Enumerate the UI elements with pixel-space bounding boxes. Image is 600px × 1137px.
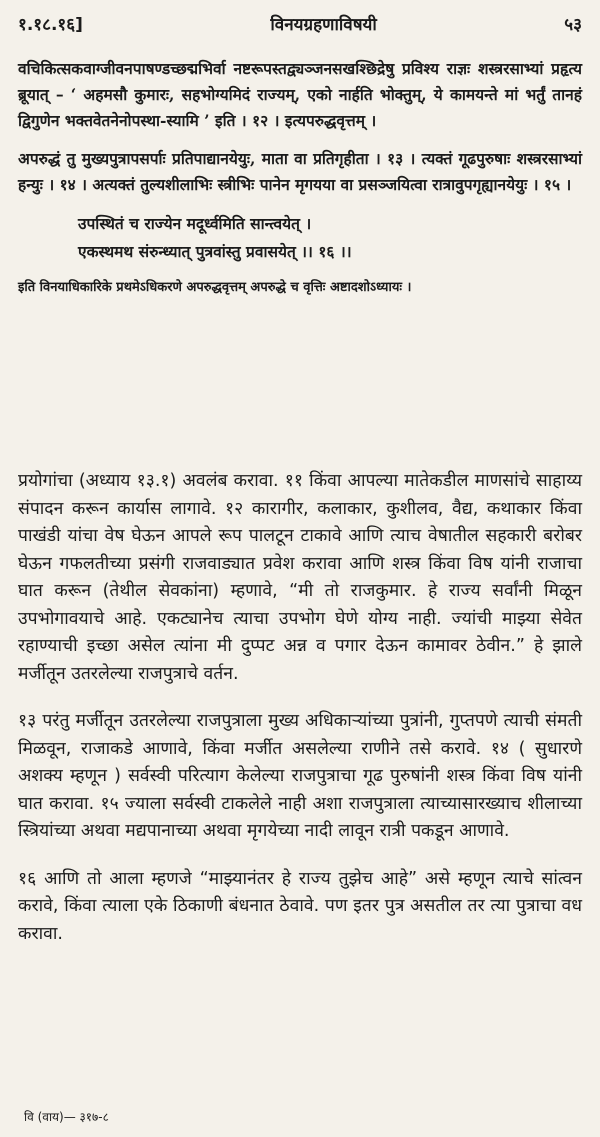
marathi-translation xyxy=(18,468,582,964)
sanskrit-text xyxy=(18,56,582,298)
printer-signature: वि (वाय)— ३१७-८ xyxy=(24,1110,109,1124)
shloka-line-2: एकस्थमथ संरुन्ध्यात् पुत्रवांस्तु प्रवासयेत् ।। १६ ।। xyxy=(78,242,352,261)
page-number: ५३ xyxy=(564,15,582,35)
sanskrit-sutras: अपरुद्धं तु मुख्यपुत्रापसर्पाः प्रतिपाद्यानयेयुः, माता वा प्रतिगृहीता । १३ । त्यक्तं गूढपुरुषाः शस्त्ररसाभ्यां हन्युः । १४ । अत्यक्तं तुल्यशीलाभिः स्त्रीभिः पानेन मृगयया वा प्रसञ्जयित्वा रात्रावुपगृह्यानयेयुः । १५ । xyxy=(18,149,582,194)
chapter-colophon: इति विनयाधिकारिके प्रथमेऽधिकरणे अपरुद्धवृत्तम् अपरुद्धे च वृत्तिः अष्टादशोऽध्यायः । xyxy=(18,280,412,295)
chapter-reference: १.१८.१६] xyxy=(18,15,83,35)
marathi-paragraph-3: १६ आणि तो आला म्हणजे “माझ्यानंतर हे राज्य तुझेच आहे” असे म्हणून त्याचे सांत्वन करावे, किंवा त्याला एके ठिकाणी बंधनात ठेवावे. पण इतर पुत्र असतील तर त्या पुत्राचा वध करावा. xyxy=(18,868,582,944)
shloka-line-1: उपस्थितं च राज्येन मदूर्ध्वमिति सान्त्वयेत् । xyxy=(78,214,312,233)
sanskrit-prose: वचिकित्सकवाग्जीवनपाषण्डच्छद्मभिर्वा नष्टरूपस्तद्व्यञ्जनसखश्छिद्रेषु प्रविश्य राज्ञः शस्त्ररसाभ्यां प्रहृत्य ब्रूयात् – ‘ अहमसौ कुमारः, सहभोग्यमिदं राज्यम्, एको नार्हति भोक्तुम्, ये कामयन्ते मां भर्तुं तानहं द्विगुणेन भक्तवेतनेनोपस्था-स्यामि ’ इति । १२ । इत्यपरुद्धवृत्तम् । xyxy=(18,59,582,130)
marathi-paragraph-1: प्रयोगांचा (अध्याय १३.१) अवलंब करावा. ११ किंवा आपल्या मातेकडील माणसांचे साहाय्य संपादन करून कार्यास लागावे. १२ कारागीर, कलाकार, कुशीलव, वैद्य, कथाकार किंवा पाखंडी यांचा वेष घेऊन आपले रूप पालटून टाकावे आणि त्याच वेषातील सहकारी बरोबर घेऊन गफलतीच्या प्रसंगी राजवाड्यात प्रवेश करावा आणि शस्त्र किंवा विष यांनी राजाचा घात करून (तेथील सेवकांना) म्हणावे, “मी तो राजकुमार. हे राज्य सर्वांनी मिळून उपभोगावयाचे आहे. एकट्यानेच त्याचा उपभोग घेणे योग्य नाही. ज्यांची माझ्या सेवेत रहाण्याची इच्छा असेल त्यांना मी दुप्पट अन्न व पगार देऊन कामावर ठेवीन.” हे झाले मर्जीतून उतरलेल्या राजपुत्राचे वर्तन. xyxy=(18,471,582,684)
page-title: विनयग्रहणाविषयी xyxy=(270,15,377,35)
marathi-paragraph-2: १३ परंतु मर्जीतून उतरलेल्या राजपुत्राला मुख्य अधिकाऱ्यांच्या पुत्रांनी, गुप्तपणे त्याची संमती मिळवून, राजाकडे आणावे, किंवा मर्जीत असलेल्या राणीने तसे करावे. १४ ( सुधारणे अशक्य म्हणून ) सर्वस्वी परित्याग केलेल्या राजपुत्राचा गूढ पुरुषांनी शस्त्र किंवा विष यांनी घात करावा. १५ ज्याला सर्वस्वी टाकलेले नाही अशा राजपुत्राला त्याच्यासारख्याच शीलाच्या स्त्रियांच्या अथवा मद्यपानाच्या अथवा मृगयेच्या नादी लावून रात्री पकडून आणावे. xyxy=(18,711,582,841)
running-head xyxy=(18,12,582,35)
sanskrit-shloka xyxy=(18,210,582,266)
